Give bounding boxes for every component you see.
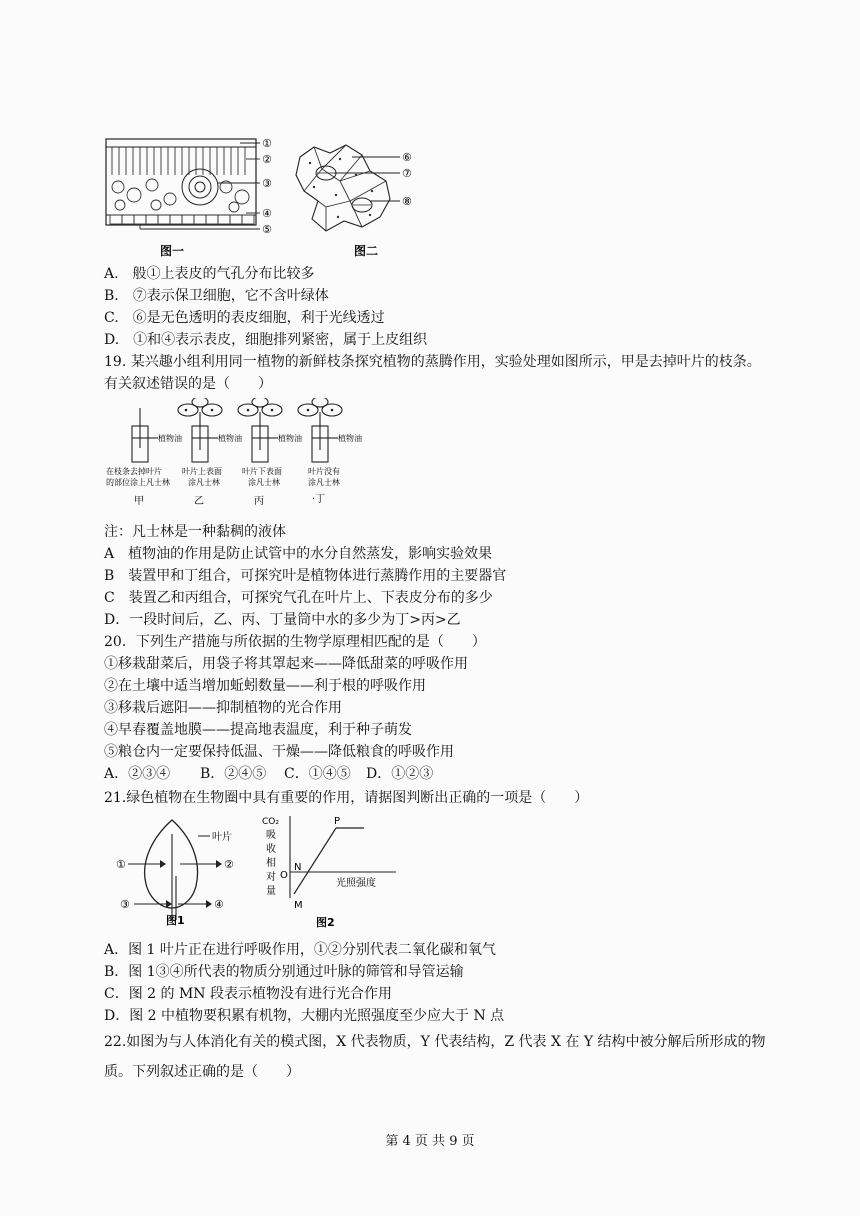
y-label-char-5: 量 <box>266 886 276 897</box>
q19-note: 注：凡士林是一种黏稠的液体 <box>104 524 286 540</box>
fig1-num-4: ④ <box>214 898 224 911</box>
fig1-num-1: ① <box>116 858 126 871</box>
y-label-char-4: 对 <box>266 872 276 883</box>
q19-stem-line1: 19. 某兴趣小组利用同一植物的新鲜枝条探究植物的蒸腾作用，实验处理如图所示，甲是去掉叶片的枝条。 <box>104 354 761 370</box>
fig2-caption: 图二 <box>354 244 379 258</box>
q22-stem-line2: 质。下列叙述正确的是（ ） <box>104 1064 300 1080</box>
tube-bing-name: 丙 <box>254 496 264 507</box>
page-footer: 第 4 页 共 9 页 <box>385 1134 475 1149</box>
q20-option-c: C．①④⑤ <box>284 766 351 782</box>
q21-stem: 21.绿色植物在生物圈中具有重要的作用，请据图判断出正确的一项是（ ） <box>104 790 589 806</box>
q20-item-3: ③移栽后遮阳——抑制植物的光合作用 <box>104 700 342 716</box>
fig1-num-2: ② <box>224 858 234 871</box>
fig2-label-6: ⑥ <box>402 151 412 164</box>
oil-label-bing: 植物油 <box>278 434 302 443</box>
q19-option-d: D．一段时间后，乙、丙、丁量筒中水的多少为丁>丙>乙 <box>104 612 461 628</box>
oil-label-ding: 植物油 <box>338 434 362 443</box>
point-m: M <box>294 900 303 911</box>
oil-label-yi: 植物油 <box>218 434 242 443</box>
fig1-label-5: ⑤ <box>262 223 272 236</box>
tube-bing-desc1: 叶片下表面 <box>242 467 282 476</box>
tube-bing-desc2: 涂凡士林 <box>248 478 280 487</box>
fig1-num-3: ③ <box>120 898 130 911</box>
q19-option-b: B 装置甲和丁组合，可探究叶是植物体进行蒸腾作用的主要器官 <box>104 568 507 584</box>
tube-ding <box>298 398 342 462</box>
fig2-label-7: ⑦ <box>402 167 412 180</box>
oil-label-jia: 植物油 <box>158 434 182 443</box>
y-label-char-2: 收 <box>266 844 276 855</box>
q20-option-b: B．②④⑤ <box>200 766 267 782</box>
tube-bing <box>238 398 282 462</box>
q21-option-b: B．图 1③④所代表的物质分别通过叶脉的筛管和导管运输 <box>104 964 464 980</box>
leaf-exchange-figure <box>110 816 250 932</box>
tube-jia-desc1: 在枝条去掉叶片 <box>106 467 162 476</box>
tube-jia <box>132 408 158 462</box>
point-p: P <box>334 816 341 827</box>
q20-option-d: D．①②③ <box>366 766 434 782</box>
q18-option-b: B. ⑦表示保卫细胞，它不含叶绿体 <box>104 288 329 304</box>
q18-option-c: C. ⑥是无色透明的表皮细胞，利于光线透过 <box>104 310 385 326</box>
point-o: O <box>280 870 288 881</box>
leaf-cross-section-diagram <box>106 137 272 258</box>
q18-option-a: A. 般①上表皮的气孔分布比较多 <box>104 266 315 282</box>
point-n: N <box>294 862 302 873</box>
tube-jia-desc2: 的部位涂上凡士林 <box>106 478 170 487</box>
tube-yi-desc1: 叶片上表面 <box>182 467 222 476</box>
y-label-co2: CO₂ <box>262 817 279 827</box>
q20-item-4: ④早春覆盖地膜——提高地表温度，利于种子萌发 <box>104 722 412 738</box>
y-label-char-1: 吸 <box>266 830 276 841</box>
fig1-caption: 图一 <box>160 244 185 258</box>
q20-item-5: ⑤粮仓内一定要保持低温、干燥——降低粮食的呼吸作用 <box>104 744 454 760</box>
tube-ding-desc1: 叶片没有 <box>308 467 340 476</box>
q20-option-a: A．②③④ <box>104 766 171 782</box>
q19-stem-line2: 有关叙述错误的是（ ） <box>104 376 272 392</box>
q22-stem-line1: 22.如图为与人体消化有关的模式图，X 代表物质，Y 代表结构，Z 代表 X 在 Y 结构中被分解后所形成的物 <box>104 1034 766 1050</box>
q20-item-1: ①移栽甜菜后，用袋子将其罩起来——降低甜菜的呼吸作用 <box>104 656 468 672</box>
fig1-label-1: ① <box>262 137 272 150</box>
tube-ding-name: ·丁 <box>312 494 326 505</box>
fig1-label-3: ③ <box>262 177 272 190</box>
q21-option-c: C．图 2 的 MN 段表示植物没有进行光合作用 <box>104 986 393 1002</box>
leaf-structure-figure <box>100 135 430 260</box>
x-label: 光照强度 <box>336 878 376 889</box>
tube-yi-desc2: 涂凡士林 <box>188 478 220 487</box>
tube-yi <box>178 398 222 462</box>
fig1-label-4: ④ <box>262 207 272 220</box>
q18-option-d: D. ①和④表示表皮，细胞排列紧密，属于上皮组织 <box>104 332 428 348</box>
epidermis-diagram <box>296 145 412 258</box>
q21-option-a: A．图 1 叶片正在进行呼吸作用，①②分别代表二氧化碳和氧气 <box>104 942 496 958</box>
co2-light-graph <box>256 812 406 932</box>
fig2-label-8: ⑧ <box>402 195 412 208</box>
fig2-caption-q21: 图2 <box>316 916 335 929</box>
q20-stem: 20．下列生产措施与所依据的生物学原理相匹配的是（ ） <box>104 634 486 650</box>
tube-yi-name: 乙 <box>194 496 204 507</box>
fig1-label-2: ② <box>262 153 272 166</box>
fig1-caption-q21: 图1 <box>166 914 185 927</box>
q20-item-2: ②在土壤中适当增加蚯蚓数量——利于根的呼吸作用 <box>104 678 426 694</box>
tube-ding-desc2: 涂凡士林 <box>308 478 340 487</box>
tube-jia-name: 甲 <box>134 496 144 507</box>
y-label-char-3: 相 <box>266 858 276 869</box>
transpiration-tubes-figure <box>100 398 390 510</box>
q21-option-d: D．图 2 中植物要积累有机物，大棚内光照强度至少应大于 N 点 <box>104 1008 505 1024</box>
curve-rise <box>294 828 336 894</box>
leaf-label: 叶片 <box>212 832 232 843</box>
q19-option-a: A 植物油的作用是防止试管中的水分自然蒸发，影响实验效果 <box>104 546 493 562</box>
q19-option-c: C 装置乙和丙组合，可探究气孔在叶片上、下表皮分布的多少 <box>104 590 493 606</box>
